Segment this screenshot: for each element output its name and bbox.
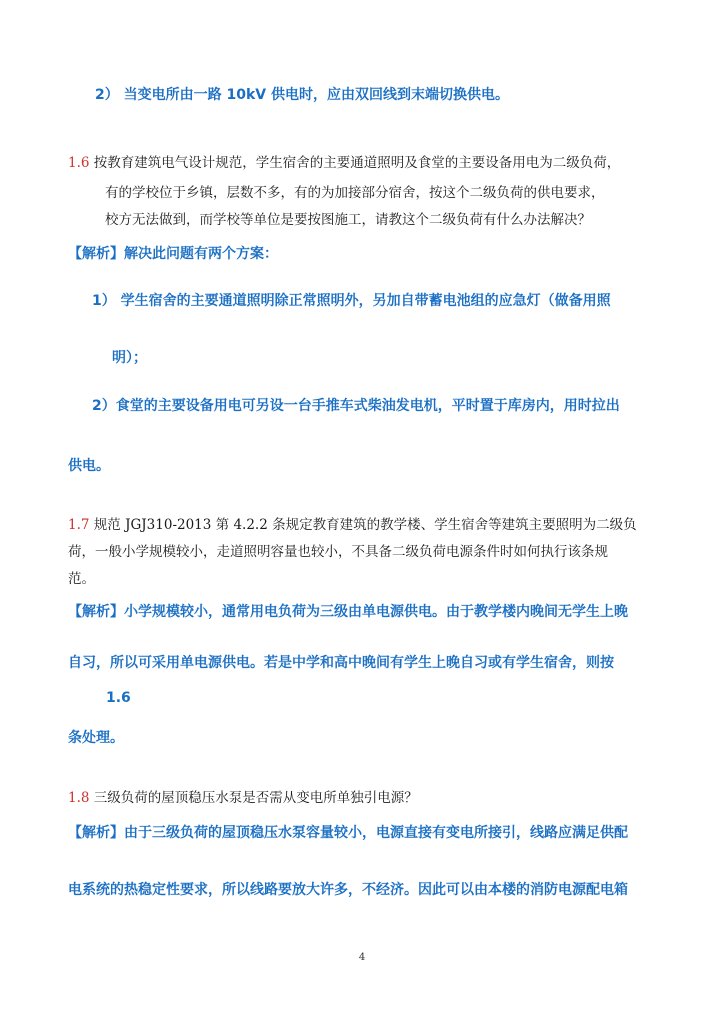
question-1-7-line-2: 荷，一般小学规模较小，走道照明容量也较小，不具备二级负荷电源条件时如何执行该条规 <box>68 544 608 560</box>
question-1-6-line-1 <box>68 151 620 171</box>
answer-1-7-line-1: 【解析】小学规模较小，通常用电负荷为三级由单电源供电。由于教学楼内晚间无学生上晚 <box>68 604 628 620</box>
answer-1-6-item-2: 2）食堂的主要设备用电可另设一台手推车式柴油发电机，平时置于库房内，用时拉出 <box>92 398 620 414</box>
answer-1-6-item-2-cont: 供电。 <box>68 458 110 474</box>
answer-1-6-item-1-cont: 明）； <box>112 350 147 366</box>
answer-1-8-line-2: 电系统的热稳定性要求，所以线路要放大许多，不经济。因此可以由本楼的消防电源配电箱 <box>68 882 628 898</box>
answer-1-8-line-1: 【解析】由于三级负荷的屋顶稳压水泵容量较小，电源直接有变电所接引，线路应满足供配 <box>68 825 628 841</box>
question-1-7-line-1 <box>68 513 637 533</box>
answer-1-7-line-3: 条处理。 <box>68 730 124 746</box>
question-1-8-line-1 <box>68 786 418 806</box>
question-number: 1.6 <box>68 155 90 171</box>
page-number: 4 <box>358 952 366 963</box>
question-1-6-line-2: 有的学校位于乡镇，层数不多，有的为加接部分宿舍，按这个二级负荷的供电要求， <box>105 185 605 201</box>
question-1-7-line-3: 范。 <box>68 571 95 587</box>
question-number: 1.7 <box>68 517 90 533</box>
question-1-6-line-3: 校方无法做到，而学校等单位是要按图施工，请教这个二级负荷有什么办法解决？ <box>105 212 591 228</box>
answer-1-5-item-2: 2） 当变电所由一路 10kV 供电时，应由双回线到末端切换供电。 <box>95 87 509 103</box>
answer-1-6-heading: 【解析】解决此问题有两个方案： <box>68 246 278 262</box>
answer-1-6-item-1: 1） 学生宿舍的主要通道照明除正常照明外，另加自带蓄电池组的应急灯（做备用照 <box>92 293 611 309</box>
question-text: 规范 JGJ310-2013 第 4.2.2 条规定教育建筑的教学楼、学生宿舍等建筑主要照明为二级负 <box>93 517 637 533</box>
answer-1-7-line-2: 自习，所以可采用单电源供电。若是中学和高中晚间有学生上晚自习或有学生宿舍，则按 <box>68 655 614 671</box>
question-text: 三级负荷的屋顶稳压水泵是否需从变电所单独引电源？ <box>93 790 418 806</box>
answer-1-7-reference: 1.6 <box>106 690 131 706</box>
question-number: 1.8 <box>68 790 90 806</box>
question-text: 按教育建筑电气设计规范，学生宿舍的主要通道照明及食堂的主要设备用电为二级负荷， <box>93 155 621 171</box>
